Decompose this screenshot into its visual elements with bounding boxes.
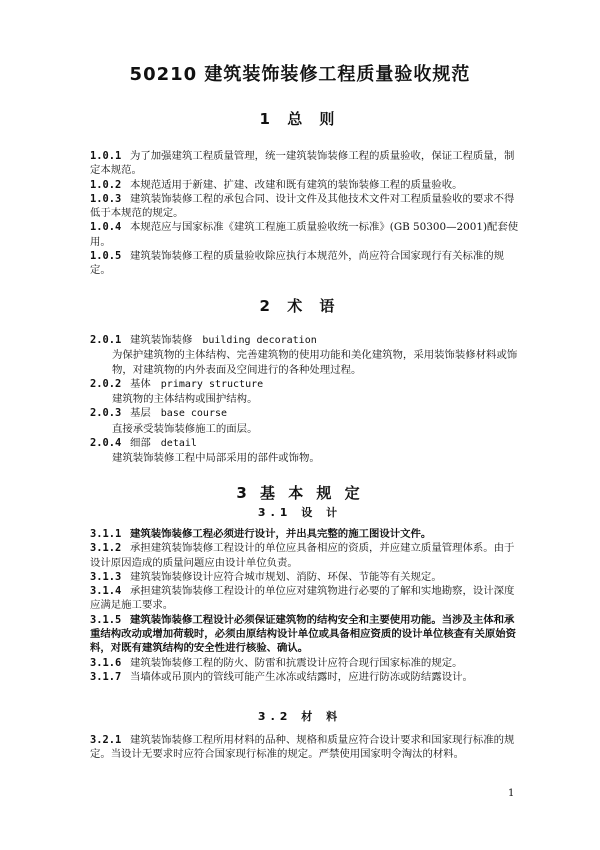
chapter-3-heading: 3 基 本 规 定 <box>236 484 364 502</box>
term-2-0-1-definition: 为保护建筑物的主体结构、完善建筑物的使用功能和美化建筑物，采用装饰装修材料或饰物，对建筑物的内外表面及空间进行的各种处理过程。 <box>112 349 518 376</box>
chapter-1-heading: 1 总 则 <box>259 110 341 128</box>
term-2-0-2: 2.0.2 基体 primary structure <box>90 377 264 390</box>
document-title: 50210 建筑装饰装修工程质量验收规范 <box>129 64 471 85</box>
section-3-1-heading: 3.1 设 计 <box>257 506 343 519</box>
chapter-2-heading: 2 术 语 <box>259 297 341 315</box>
term-2-0-2-definition: 建筑物的主体结构或围护结构。 <box>112 393 258 406</box>
clause-3-1-3: 3.1.3 建筑装饰装修设计应符合城市规划、消防、环保、节能等有关规定。 <box>90 570 442 583</box>
clause-1-0-5: 1.0.5 建筑装饰装修工程的质量验收除应执行本规范外，尚应符合国家现行有关标准的规定。 <box>90 250 505 277</box>
clause-3-2-1: 3.2.1 建筑装饰装修工程所用材料的品种、规格和质量应符合设计要求和国家现行标准的规定。当设计无要求时应符合国家现行标准的规定。严禁使用国家明令淘汰的材料。 <box>90 734 515 761</box>
clause-1-0-2: 1.0.2 本规范适用于新建、扩建、改建和既有建筑的装饰装修工程的质量验收。 <box>90 178 463 191</box>
clause-1-0-1: 1.0.1 为了加强建筑工程质量管理，统一建筑装饰装修工程的质量验收，保证工程质量，制定本规范。 <box>90 150 515 177</box>
term-2-0-3-definition: 直接承受装饰装修施工的面层。 <box>112 422 258 435</box>
term-2-0-4: 2.0.4 细部 detail <box>90 437 197 450</box>
clause-3-1-1: 3.1.1 建筑装饰装修工程必须进行设计，并出具完整的施工图设计文件。 <box>90 528 432 540</box>
clause-3-1-7: 3.1.7 当墙体或吊顶内的管线可能产生冰冻或结露时，应进行防冻或防结露设计。 <box>90 670 473 683</box>
section-3-2-heading: 3.2 材 料 <box>257 710 343 723</box>
page-number: 1 <box>508 788 515 799</box>
term-2-0-4-definition: 建筑装饰装修工程中局部采用的部件或饰物。 <box>112 452 320 465</box>
chapter-2-body <box>90 333 520 466</box>
clause-3-1-4: 3.1.4 承担建筑装饰装修工程设计的单位应对建筑物进行必要的了解和实地勘察，设计深度应满足施工要求。 <box>90 585 515 612</box>
clause-3-1-2: 3.1.2 承担建筑装饰装修工程设计的单位应具备相应的资质，并应建立质量管理体系。由于设计原因造成的质量问题应由设计单位负责。 <box>90 542 515 569</box>
clause-1-0-3: 1.0.3 建筑装饰装修工程的承包合同、设计文件及其他技术文件对工程质量验收的要求不得低于本规范的规定。 <box>90 192 515 220</box>
clause-3-1-5: 3.1.5 建筑装饰装修工程设计必须保证建筑物的结构安全和主要使用功能。当涉及主体和承重结构改动或增加荷载时，必须由原结构设计单位或具备相应资质的设计单位核查有关原始资料，对既有建筑结构的安全性进行核验、确认。 <box>90 613 517 655</box>
clause-1-0-4: 1.0.4 本规范应与国家标准《建筑工程施工质量验收统一标准》(GB 50300—2001)配套使用。 <box>90 221 519 248</box>
section-3-2-body <box>90 733 520 762</box>
clause-3-1-6: 3.1.6 建筑装饰装修工程的防火、防雷和抗震设计应符合现行国家标准的规定。 <box>90 656 463 669</box>
term-2-0-1: 2.0.1 建筑装饰装修 building decoration <box>90 334 317 346</box>
chapter-1-body <box>90 149 520 278</box>
section-3-1-body <box>90 527 520 684</box>
term-2-0-3: 2.0.3 基层 base course <box>90 407 228 420</box>
